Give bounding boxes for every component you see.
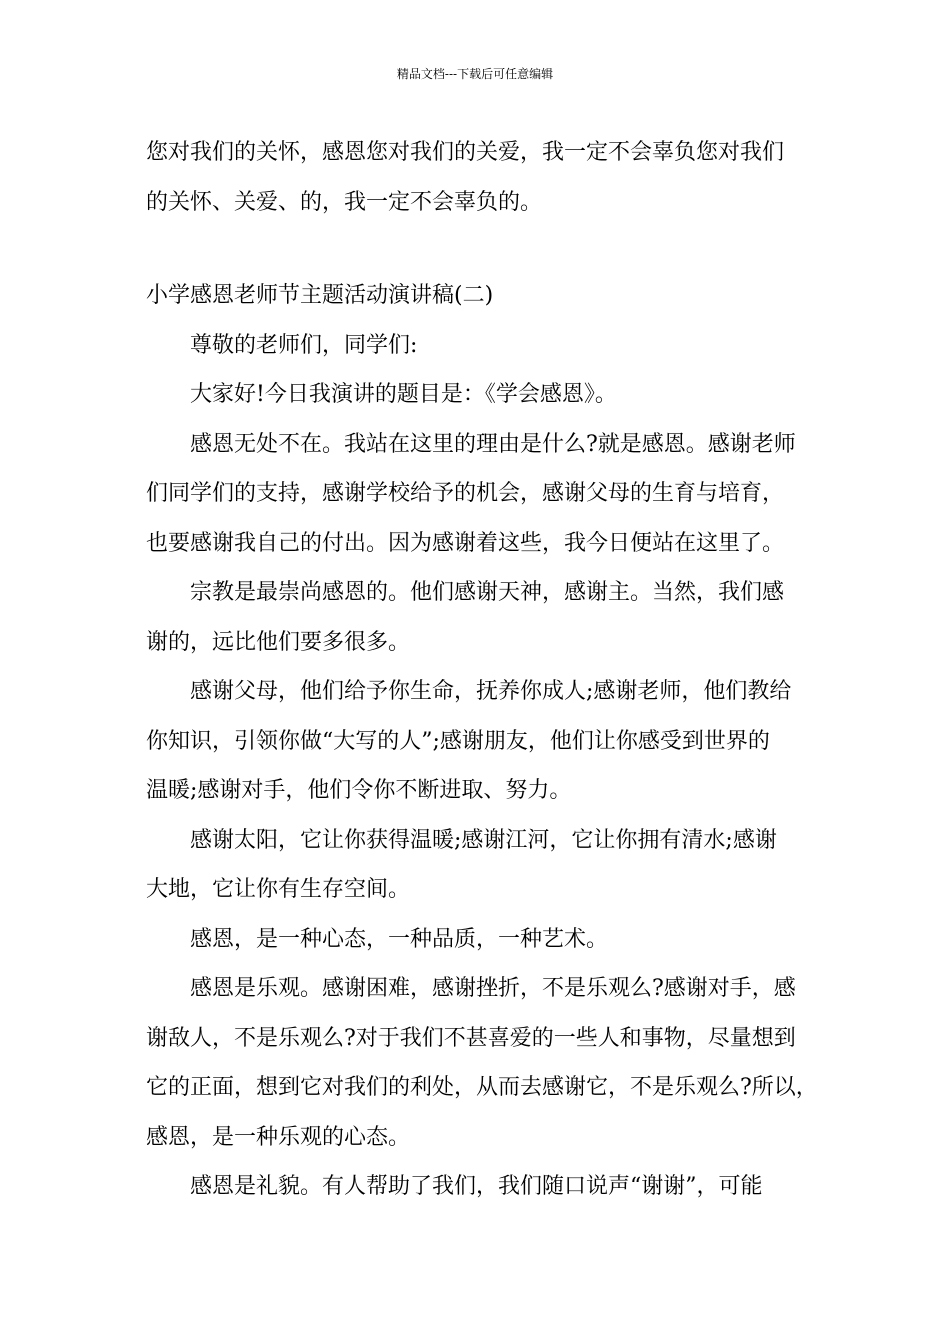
paragraph-line: 它的正面，想到它对我们的利处，从而去感谢它，不是乐观么?所以， [146, 1075, 818, 1100]
paragraph-line: 们同学们的支持，感谢学校给予的机会，感谢父母的生育与培育， [146, 481, 785, 506]
section-title: 小学感恩老师节主题活动演讲稿(二) [146, 283, 494, 308]
paragraph-line: 感恩是乐观。感谢困难，感谢挫折，不是乐观么?感谢对手，感 [190, 976, 796, 1001]
paragraph-line: 感恩无处不在。我站在这里的理由是什么?就是感恩。感谢老师 [190, 431, 796, 457]
salutation: 尊敬的老师们，同学们: [190, 332, 418, 358]
paragraph-line: 感谢太阳，它让你获得温暖;感谢江河，它让你拥有清水;感谢 [190, 827, 777, 853]
section-gap [146, 227, 806, 271]
paragraph-line: 感恩，是一种乐观的心态。 [146, 1124, 411, 1150]
document-body [146, 128, 818, 1212]
paragraph-line: 宗教是最崇尚感恩的。他们感谢天神，感谢主。当然，我们感 [190, 580, 785, 605]
paragraph-line: 你知识，引领你做“大写的人”;感谢朋友，他们让你感受到世界的 [146, 728, 770, 754]
paragraph-line: 感恩，是一种心态，一种品质，一种艺术。 [190, 926, 609, 952]
paragraph-line: 感恩是礼貌。有人帮助了我们，我们随口说声“谢谢”，可能 [190, 1174, 763, 1199]
paragraph-line: 也要感谢我自己的付出。因为感谢着这些，我今日便站在这里了。 [146, 530, 785, 556]
continuation-line: 您对我们的关怀，感恩您对我们的关爱，我一定不会辜负您对我们 [146, 140, 785, 165]
paragraph-line: 谢的，远比他们要多很多。 [146, 629, 411, 655]
page-header: 精品文档---下载后可任意编辑 [396, 67, 554, 81]
paragraph-line: 感谢父母，他们给予你生命，抚养你成人;感谢老师，他们教给 [190, 679, 792, 704]
paragraph-line: 温暖;感谢对手，他们令你不断进取、努力。 [146, 778, 572, 803]
paragraph-line: 谢敌人，不是乐观么?对于我们不甚喜爱的一些人和事物，尽量想到 [146, 1025, 796, 1051]
continuation-line: 的关怀、关爱、的，我一定不会辜负的。 [146, 189, 543, 215]
paragraph-line: 大家好!今日我演讲的题目是：《学会感恩》。 [190, 382, 617, 407]
paragraph-line: 大地，它让你有生存空间。 [146, 877, 411, 902]
